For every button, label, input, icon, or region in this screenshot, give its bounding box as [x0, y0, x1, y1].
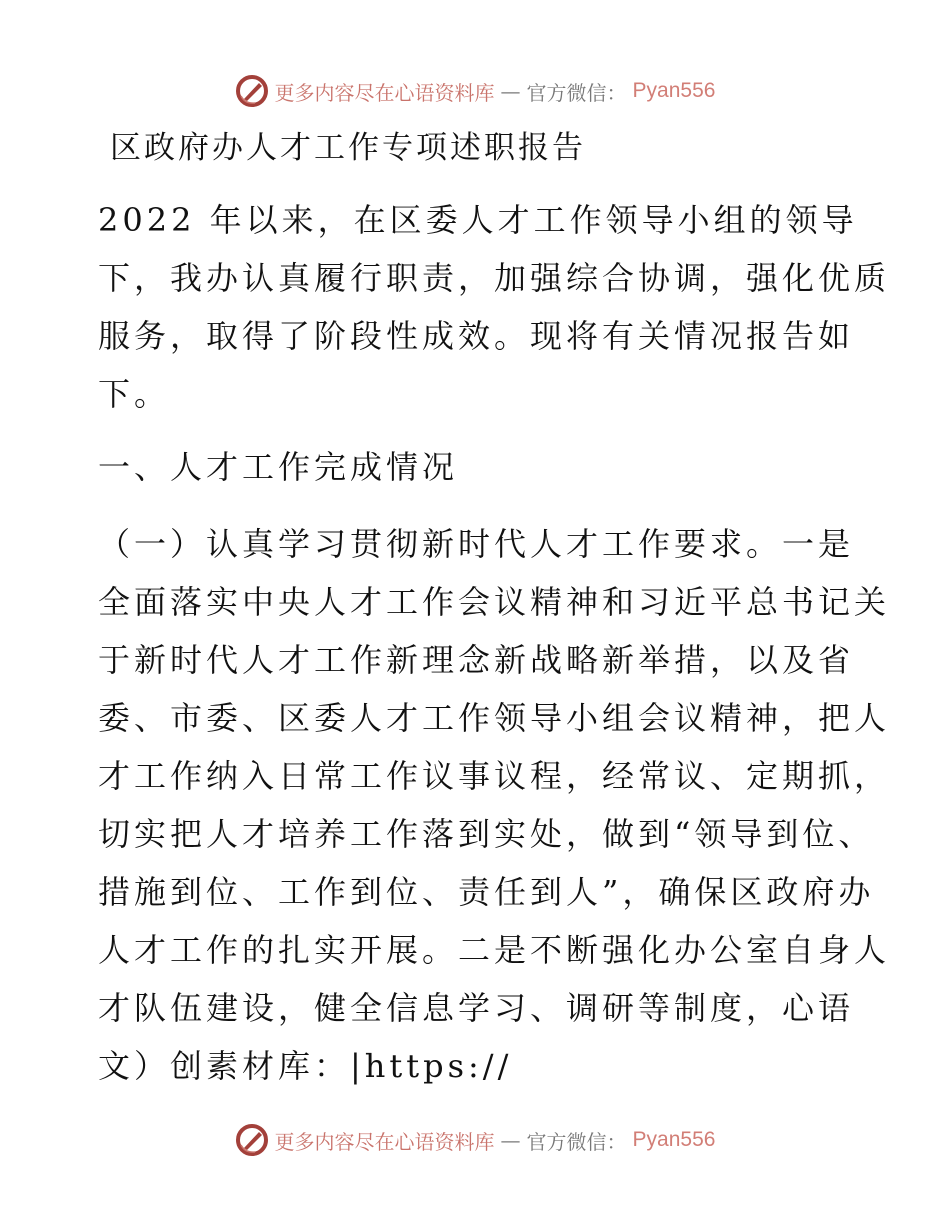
wechat-label: 官方微信：	[526, 1129, 627, 1154]
section-heading: 一、人才工作完成情况	[98, 448, 459, 486]
dash: —	[500, 79, 521, 103]
pen-logo-icon	[235, 1123, 269, 1157]
wechat-label: 官方微信：	[526, 80, 627, 105]
paragraph-line: 下。	[98, 375, 171, 413]
wechat-account: Pyan556	[632, 79, 716, 102]
paragraph-line: 人才工作的扎实开展。二是不断强化办公室自身人	[98, 931, 891, 969]
paragraph-line: 措施到位、工作到位、责任到人”，确保区政府办	[98, 873, 875, 911]
paragraph-line: 于新时代人才工作新理念新战略新举措，以及省	[98, 641, 855, 679]
watermark-banner-bottom	[0, 1120, 950, 1160]
dash: —	[500, 1128, 521, 1152]
paragraph-line: 服务，取得了阶段性成效。现将有关情况报告如	[98, 317, 855, 355]
paragraph-line: 全面落实中央人才工作会议精神和习近平总书记关	[98, 583, 891, 621]
paragraph-line: 才工作纳入日常工作议事议程，经常议、定期抓，	[98, 757, 891, 795]
paragraph-line: （一）认真学习贯彻新时代人才工作要求。一是	[98, 525, 855, 563]
paragraph-line: 委、市委、区委人才工作领导小组会议精神，把人	[98, 699, 891, 737]
promo-text: 更多内容尽在心语资料库	[274, 80, 495, 105]
paragraph-line: 下，我办认真履行职责，加强综合协调，强化优质	[98, 259, 891, 297]
document-title: 区政府办人才工作专项述职报告	[110, 130, 586, 166]
paragraph-line: 切实把人才培养工作落到实处，做到“领导到位、	[98, 815, 875, 853]
pen-logo-icon	[235, 74, 269, 108]
watermark-banner-top	[0, 71, 950, 111]
paragraph-line: 2022 年以来，在区委人才工作领导小组的领导	[98, 201, 858, 239]
paragraph-line: 文）创素材库：|https://	[98, 1047, 513, 1085]
promo-text: 更多内容尽在心语资料库	[274, 1129, 495, 1154]
wechat-account: Pyan556	[632, 1128, 716, 1151]
paragraph-line: 才队伍建设，健全信息学习、调研等制度，心语	[98, 989, 855, 1027]
